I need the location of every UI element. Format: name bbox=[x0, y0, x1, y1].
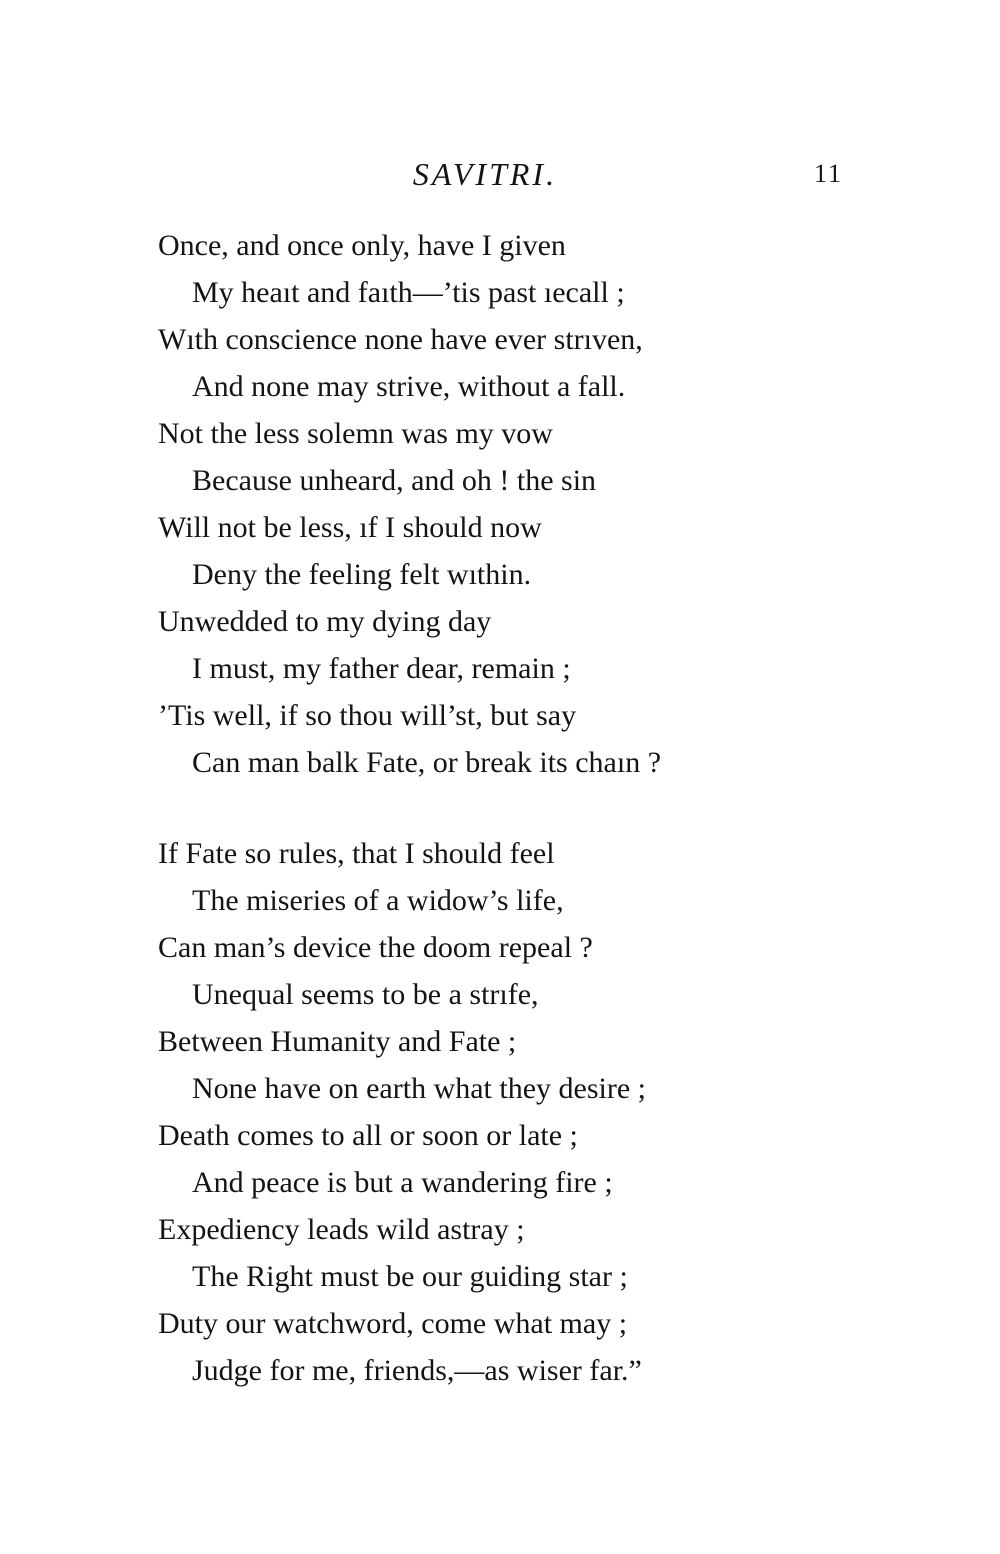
stanza-2 bbox=[158, 830, 838, 1394]
poem-line: Wıth conscience none have ever strıven, bbox=[158, 323, 643, 356]
poem-line: Because unheard, and oh ! the sin bbox=[192, 464, 597, 497]
poem-line: I must, my father dear, remain ; bbox=[192, 652, 571, 685]
poem-line: Can man balk Fate, or break its chaın ? bbox=[192, 746, 662, 779]
poem-line: The miseries of a widow’s life, bbox=[192, 884, 564, 917]
poem-line: Not the less solemn was my vow bbox=[158, 417, 553, 450]
poem-line: Death comes to all or soon or late ; bbox=[158, 1119, 578, 1152]
poem-line: My heaıt and faıth—’tis past ıecall ; bbox=[192, 276, 625, 309]
poem-line: And peace is but a wandering fire ; bbox=[192, 1166, 613, 1199]
poem-line: Unwedded to my dying day bbox=[158, 605, 492, 638]
poem-line: Can man’s device the doom repeal ? bbox=[158, 931, 593, 964]
stanza-1 bbox=[158, 222, 838, 786]
poem-line: None have on earth what they desire ; bbox=[192, 1072, 646, 1105]
running-head bbox=[0, 152, 1000, 196]
poem-line: The Right must be our guiding star ; bbox=[192, 1260, 628, 1293]
poem-line: Will not be less, ıf I should now bbox=[158, 511, 542, 544]
poem-line: If Fate so rules, that I should feel bbox=[158, 837, 555, 870]
poem-line: Unequal seems to be a strıfe, bbox=[192, 978, 539, 1011]
poem-line: ’Tis well, if so thou will’st, but say bbox=[158, 699, 577, 732]
poem-line: Once, and once only, have I given bbox=[158, 229, 566, 262]
poem bbox=[158, 222, 838, 1394]
poem-line: Expediency leads wild astray ; bbox=[158, 1213, 525, 1246]
page-number: 11 bbox=[814, 159, 844, 188]
running-title: SAVITRI. bbox=[412, 156, 558, 192]
poem-line: Deny the feeling felt wıthin. bbox=[192, 558, 532, 591]
stanza-break bbox=[158, 786, 838, 830]
poem-line: Duty our watchword, come what may ; bbox=[158, 1307, 628, 1340]
poem-line: Between Humanity and Fate ; bbox=[158, 1025, 517, 1058]
poem-line: And none may strive, without a fall. bbox=[192, 370, 626, 403]
poem-line: Judge for me, friends,—as wiser far.” bbox=[192, 1354, 642, 1387]
